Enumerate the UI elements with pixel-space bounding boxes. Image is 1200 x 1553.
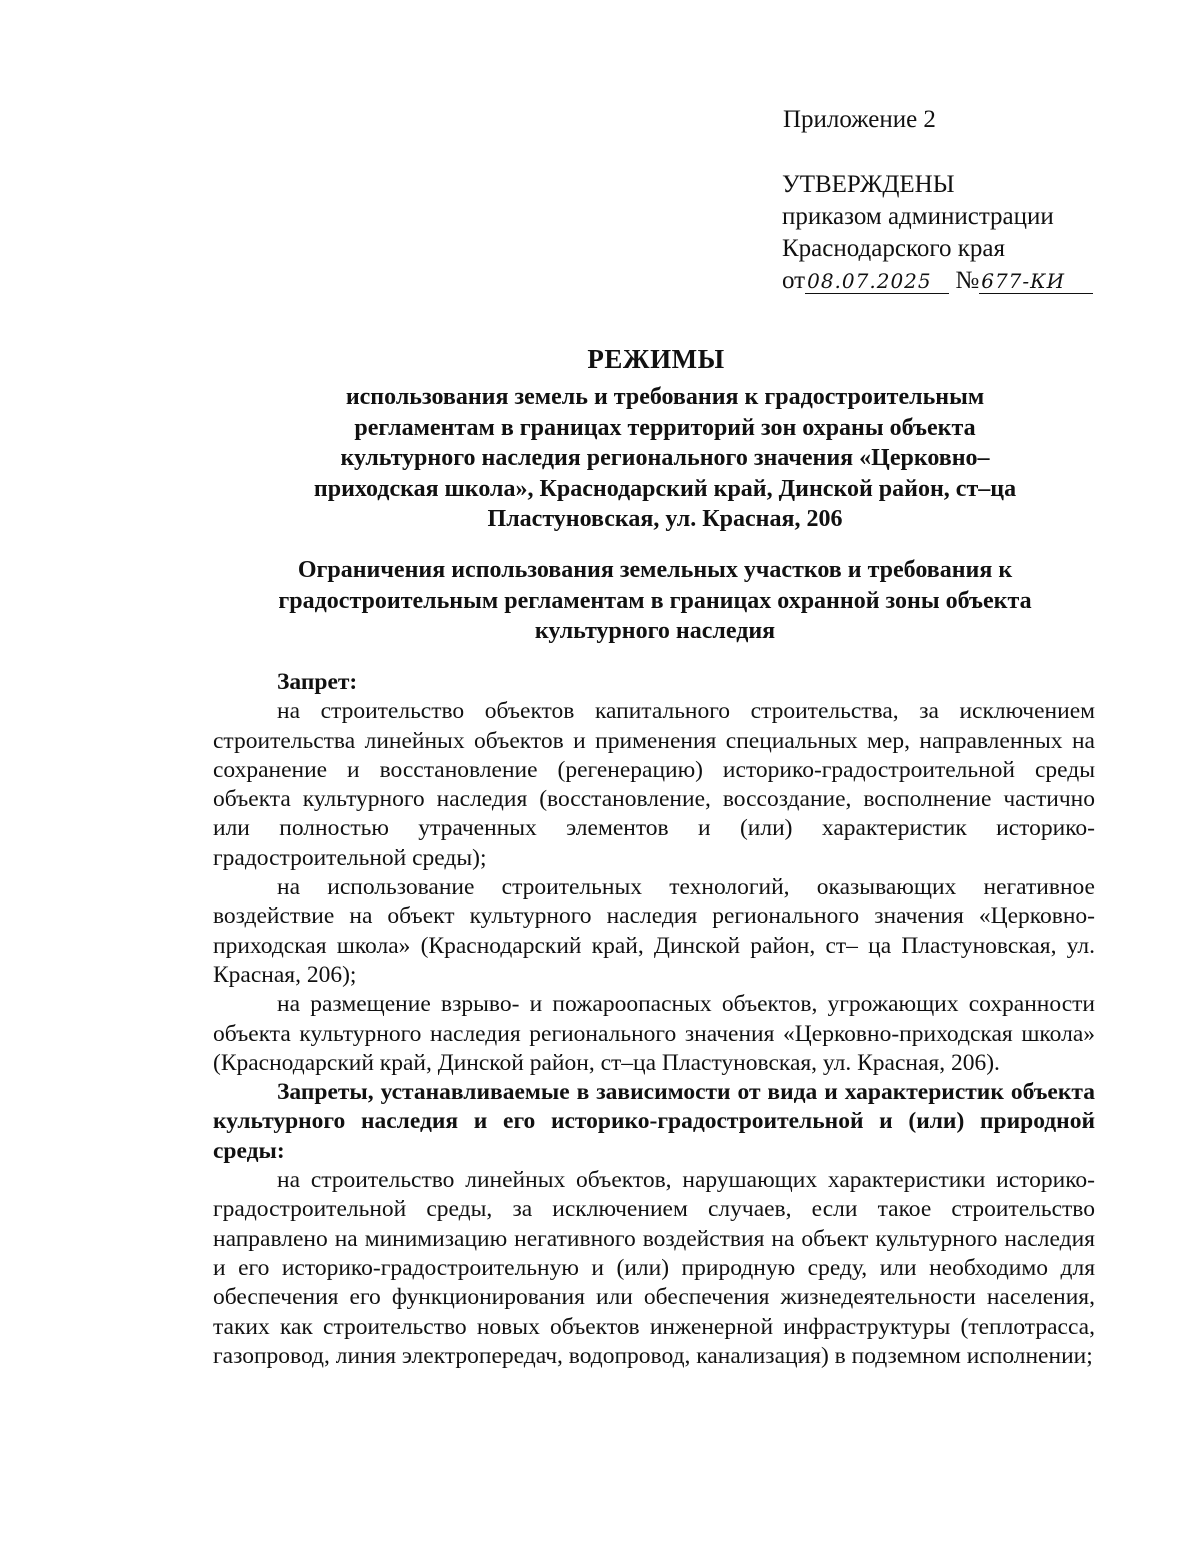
ban-paragraph-1: на строительство объектов капитального строительства, за исключением строительства линейных объектов и применения специальных мер, направленных на сохранение и восстановление (регенерацию) историко-градостроительной среды объекта культурного наследия (восстановление, воссоздание, восполнение частично или полностью утраченных элементов и (или) характеристик историко-градостроительной среды); [213,698,1095,871]
bans-paragraph-1: на строительство линейных объектов, нарушающих характеристики историко-градостроительной среды, за исключением случаев, если такое строительство направлено на минимизацию негативного воздействия на объект культурного наследия и его историко-градостроительную и (или) природную среду, или необходимо для обеспечения его функционирования или обеспечения жизнедеятельности населения, таких как строительство новых объектов инженерной инфраструктуры (теплотрасса, газопровод, линия электропередач, водопровод, канализация) в подземном исполнении; [213,1167,1095,1369]
approved-label: УТВЕРЖДЕНЫ [782,171,955,198]
approval-block [782,169,1093,297]
ban-paragraph-3: на размещение взрыво- и пожароопасных объектов, угрожающих сохранности объекта культурного наследия регионального значения «Церковно-приходская школа» (Краснодарский край, Динской район, ст–ца Пластуновская, ул. Красная, 206). [213,991,1095,1076]
order-date-number [782,265,1093,297]
ban-heading: Запрет: [277,669,358,695]
appendix-label: Приложение 2 [783,106,936,133]
order-line-2: Краснодарского края [782,235,1005,262]
document-subtitle: использования земель и требования к градостроительным регламентам в границах территорий зон охраны объекта культурного наследия регионального значения «Церковно–приходская школа», Краснодарский край, Динской район, ст–ца Пластуновская, ул. Красная, 206 [313,384,1017,532]
bans-heading: Запреты, устанавливаемые в зависимости от вида и характеристик объекта культурного наследия и его историко-градостроительной и (или) природной среды: [213,1079,1095,1164]
handwritten-number: 677-КИ [979,269,1093,294]
document-body [213,668,1095,1371]
order-line-1: приказом администрации [782,203,1054,230]
section-title: Ограничения использования земельных участков и требования к градостроительным регламентам в границах охранной зоны объекта культурного наследия [278,557,1032,644]
document-title: РЕЖИМЫ [587,344,725,374]
date-prefix: от [782,267,806,294]
ban-paragraph-2: на использование строительных технологий, оказывающих негативное воздействие на объект культурного наследия регионального значения «Церковно-приходская школа» (Краснодарский край, Динской район, ст– ца Пластуновская, ул. Красная, 206); [213,874,1095,988]
number-prefix: № [955,267,980,294]
handwritten-date: 08.07.2025 [805,269,949,294]
